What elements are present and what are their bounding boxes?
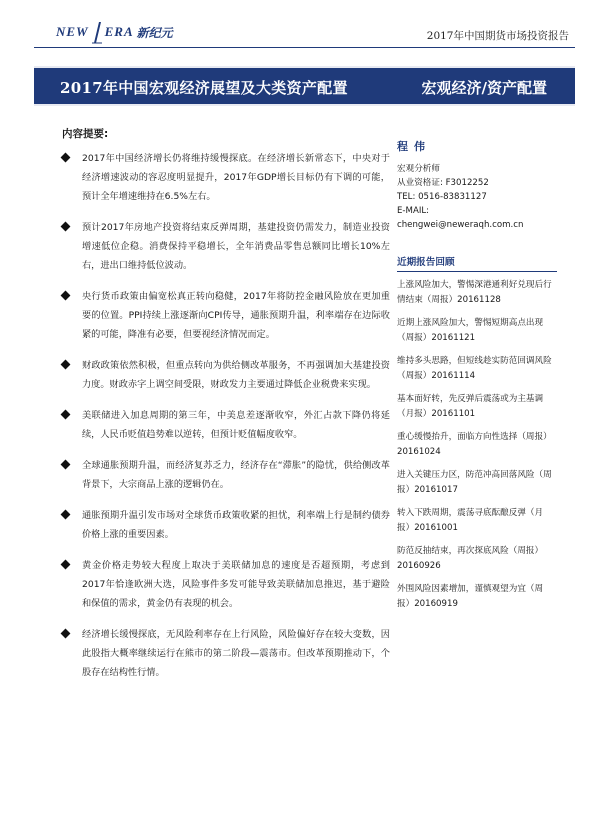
recent-report-item[interactable]: 转入下跌周期，震荡寻底酝酿反弹（月报）20161001 <box>397 508 544 533</box>
summary-section <box>60 126 390 694</box>
company-logo <box>56 18 173 46</box>
summary-bullet: 全球通胀预期升温，而经济复苏乏力，经济存在“滞胀”的隐忧，供给侧改革背景下，大宗商品上涨的逻辑仍在。 <box>60 456 390 494</box>
author-tel: TEL: 0516-83831127 <box>397 192 487 202</box>
author-email-label: E-MAIL: <box>397 206 430 216</box>
summary-bullet: 央行货币政策由偏宽松真正转向稳健，2017年将防控金融风险放在更加重要的位置。PPI持续上涨逐渐向CPI传导，通胀预期升温，利率端存在边际收紧的可能，降准有必要，但要视经济情况而定。 <box>60 287 390 344</box>
diamond-bullet-icon <box>61 410 71 420</box>
logo-mark-icon <box>90 19 104 45</box>
report-title: 2017年中国宏观经济展望及大类资产配置 <box>60 79 348 97</box>
author-email-link[interactable]: chengwei@neweraqh.com.cn <box>397 220 524 230</box>
recent-report-item[interactable]: 外围风险因素增加，谨慎观望为宜（周报）20160919 <box>397 584 544 609</box>
report-series-title: 2017年中国期货市场投资报告 <box>426 30 569 42</box>
diamond-bullet-icon <box>61 222 71 232</box>
summary-bullet: 预计2017年房地产投资将结束反弹周期，基建投资仍需发力，制造业投资增速低位企稳。消费保持平稳增长，全年消费品零售总额同比增长10%左右，进出口维持低位波动。 <box>60 218 390 275</box>
page-header <box>0 0 595 50</box>
diamond-bullet-icon <box>61 460 71 470</box>
sidebar <box>397 138 557 620</box>
logo-text-new: NEW <box>56 24 89 39</box>
diamond-bullet-icon <box>61 291 71 301</box>
author-license: 从业资格证: F3012252 <box>397 178 489 188</box>
report-category: 宏观经济/资产配置 <box>421 79 547 97</box>
author-title: 宏观分析师 <box>397 164 440 174</box>
author-name: 程伟 <box>397 140 431 153</box>
recent-reports-heading: 近期报告回顾 <box>397 254 557 272</box>
recent-report-item[interactable]: 进入关键压力区，防范冲高回落风险（周报）20161017 <box>397 470 552 495</box>
title-banner <box>34 66 575 106</box>
header-divider <box>34 47 575 48</box>
recent-report-item[interactable]: 基本面好转，先反弹后震荡或为主基调（月报）20161101 <box>397 394 544 419</box>
summary-bullet: 通胀预期升温引发市场对全球货币政策收紧的担忧，利率端上行是制约债券价格上涨的重要因素。 <box>60 506 390 544</box>
logo-text-era: ERA <box>104 24 134 39</box>
summary-bullet: 财政政策依然积极，但重点转向为供给侧改革服务，不再强调加大基建投资力度。财政赤字上调空间受限，财政发力主要通过降低企业税费来实现。 <box>60 356 390 394</box>
summary-bullet: 美联储进入加息周期的第三年，中美息差逐渐收窄，外汇占款下降仍将延续，人民币贬值趋势难以逆转，但预计贬值幅度收窄。 <box>60 406 390 444</box>
recent-report-item[interactable]: 维持多头思路，但短线趁实防范回调风险（周报）20161114 <box>397 356 552 381</box>
diamond-bullet-icon <box>61 360 71 370</box>
summary-bullet: 黄金价格走势较大程度上取决于美联储加息的速度是否超预期，考虑到2017年恰逢欧洲大选，风险事件多发可能导致美联储加息推迟，基于避险和保值的需求，黄金仍有表现的机会。 <box>60 556 390 613</box>
recent-report-item[interactable]: 重心缓慢抬升，面临方向性选择（周报）20161024 <box>397 432 552 457</box>
logo-text-cn: 新纪元 <box>136 25 173 40</box>
recent-report-item[interactable]: 防范反抽结束，再次探底风险（周报）20160926 <box>397 546 544 571</box>
recent-report-item[interactable]: 近期上涨风险加大，警惕短期高点出现（周报）20161121 <box>397 318 544 343</box>
diamond-bullet-icon <box>61 560 71 570</box>
summary-bullet: 2017年中国经济增长仍将维持缓慢探底。在经济增长新常态下，中央对于经济增速波动的容忍度明显提升，2017年GDP增长目标仍有下调的可能，预计全年增速维持在6.5%左右。 <box>60 149 390 206</box>
summary-heading: 内容提要: <box>62 128 109 140</box>
diamond-bullet-icon <box>61 153 71 163</box>
diamond-bullet-icon <box>61 510 71 520</box>
summary-bullet: 经济增长缓慢探底，无风险利率存在上行风险，风险偏好存在较大变数，因此股指大概率继续运行在熊市的第二阶段—震荡市。但改革预期推动下，个股存在结构性行情。 <box>60 625 390 682</box>
diamond-bullet-icon <box>61 629 71 639</box>
recent-report-item[interactable]: 上涨风险加大，警惕深港通利好兑现后行情结束（周报）20161128 <box>397 280 552 305</box>
